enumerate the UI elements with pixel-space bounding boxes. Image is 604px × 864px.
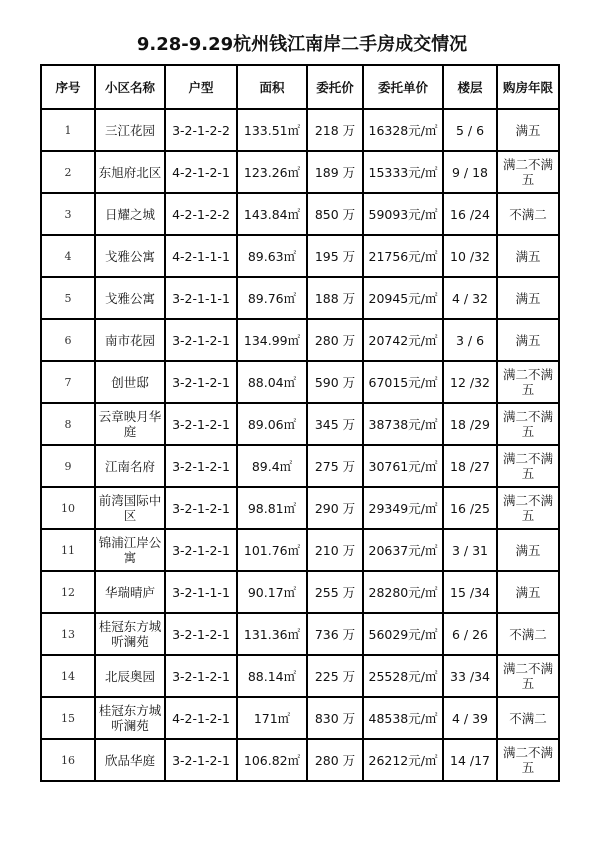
cell-ownership-years: 不满二 xyxy=(497,697,559,739)
cell-asking-price: 590 万 xyxy=(307,361,363,403)
cell-ownership-years: 满二不满五 xyxy=(497,487,559,529)
cell-area: 88.04㎡ xyxy=(237,361,307,403)
cell-community: 华瑞晴庐 xyxy=(95,571,165,613)
cell-layout: 3-2-1-2-1 xyxy=(165,319,237,361)
cell-community: 戈雅公寓 xyxy=(95,235,165,277)
table-row xyxy=(41,445,559,487)
cell-area: 89.63㎡ xyxy=(237,235,307,277)
cell-ownership-years: 满二不满五 xyxy=(497,445,559,487)
cell-area: 143.84㎡ xyxy=(237,193,307,235)
cell-unit-price: 20945元/㎡ xyxy=(363,277,443,319)
column-header-area: 面积 xyxy=(237,65,307,109)
cell-community: 戈雅公寓 xyxy=(95,277,165,319)
cell-asking-price: 255 万 xyxy=(307,571,363,613)
cell-asking-price: 225 万 xyxy=(307,655,363,697)
cell-index: 8 xyxy=(41,403,95,445)
cell-floor: 4 / 39 xyxy=(443,697,497,739)
cell-community: 云章映月华庭 xyxy=(95,403,165,445)
cell-layout: 3-2-1-2-1 xyxy=(165,445,237,487)
cell-ownership-years: 满二不满五 xyxy=(497,403,559,445)
table-row xyxy=(41,193,559,235)
cell-unit-price: 38738元/㎡ xyxy=(363,403,443,445)
column-header-unit-price: 委托单价 xyxy=(363,65,443,109)
cell-community: 锦浦江岸公寓 xyxy=(95,529,165,571)
cell-layout: 3-2-1-2-1 xyxy=(165,361,237,403)
cell-index: 12 xyxy=(41,571,95,613)
cell-ownership-years: 满二不满五 xyxy=(497,151,559,193)
table-row xyxy=(41,655,559,697)
cell-layout: 4-2-1-2-2 xyxy=(165,193,237,235)
cell-area: 89.4㎡ xyxy=(237,445,307,487)
cell-area: 133.51㎡ xyxy=(237,109,307,151)
cell-ownership-years: 满五 xyxy=(497,235,559,277)
cell-layout: 3-2-1-2-1 xyxy=(165,529,237,571)
cell-ownership-years: 不满二 xyxy=(497,193,559,235)
cell-unit-price: 21756元/㎡ xyxy=(363,235,443,277)
cell-floor: 5 / 6 xyxy=(443,109,497,151)
cell-asking-price: 218 万 xyxy=(307,109,363,151)
cell-layout: 4-2-1-2-1 xyxy=(165,697,237,739)
cell-unit-price: 29349元/㎡ xyxy=(363,487,443,529)
cell-unit-price: 30761元/㎡ xyxy=(363,445,443,487)
column-header-floor: 楼层 xyxy=(443,65,497,109)
cell-asking-price: 188 万 xyxy=(307,277,363,319)
cell-index: 16 xyxy=(41,739,95,781)
cell-index: 15 xyxy=(41,697,95,739)
cell-community: 东旭府北区 xyxy=(95,151,165,193)
cell-index: 11 xyxy=(41,529,95,571)
cell-layout: 3-2-1-2-1 xyxy=(165,739,237,781)
table-row xyxy=(41,235,559,277)
cell-asking-price: 736 万 xyxy=(307,613,363,655)
cell-floor: 18 /27 xyxy=(443,445,497,487)
cell-area: 89.76㎡ xyxy=(237,277,307,319)
cell-ownership-years: 满五 xyxy=(497,571,559,613)
column-header-community: 小区名称 xyxy=(95,65,165,109)
cell-floor: 3 / 31 xyxy=(443,529,497,571)
table-row xyxy=(41,319,559,361)
cell-floor: 3 / 6 xyxy=(443,319,497,361)
cell-layout: 3-2-1-2-1 xyxy=(165,655,237,697)
table-row xyxy=(41,739,559,781)
cell-floor: 6 / 26 xyxy=(443,613,497,655)
cell-index: 1 xyxy=(41,109,95,151)
cell-ownership-years: 满二不满五 xyxy=(497,739,559,781)
table-row xyxy=(41,571,559,613)
cell-floor: 16 /25 xyxy=(443,487,497,529)
table-row xyxy=(41,403,559,445)
cell-ownership-years: 满五 xyxy=(497,277,559,319)
cell-asking-price: 210 万 xyxy=(307,529,363,571)
cell-asking-price: 830 万 xyxy=(307,697,363,739)
column-header-asking-price: 委托价 xyxy=(307,65,363,109)
cell-unit-price: 15333元/㎡ xyxy=(363,151,443,193)
cell-asking-price: 280 万 xyxy=(307,319,363,361)
cell-community: 前湾国际中区 xyxy=(95,487,165,529)
cell-floor: 15 /34 xyxy=(443,571,497,613)
cell-asking-price: 290 万 xyxy=(307,487,363,529)
cell-ownership-years: 满二不满五 xyxy=(497,655,559,697)
cell-index: 7 xyxy=(41,361,95,403)
cell-index: 2 xyxy=(41,151,95,193)
cell-index: 3 xyxy=(41,193,95,235)
cell-index: 14 xyxy=(41,655,95,697)
cell-ownership-years: 满五 xyxy=(497,109,559,151)
cell-floor: 18 /29 xyxy=(443,403,497,445)
cell-index: 6 xyxy=(41,319,95,361)
cell-layout: 3-2-1-2-1 xyxy=(165,487,237,529)
cell-layout: 3-2-1-2-2 xyxy=(165,109,237,151)
column-header-ownership-years: 购房年限 xyxy=(497,65,559,109)
cell-community: 南市花园 xyxy=(95,319,165,361)
table-row xyxy=(41,529,559,571)
cell-ownership-years: 满二不满五 xyxy=(497,361,559,403)
table-row xyxy=(41,361,559,403)
cell-unit-price: 16328元/㎡ xyxy=(363,109,443,151)
column-header-layout: 户型 xyxy=(165,65,237,109)
cell-asking-price: 345 万 xyxy=(307,403,363,445)
cell-area: 89.06㎡ xyxy=(237,403,307,445)
cell-community: 创世邸 xyxy=(95,361,165,403)
cell-unit-price: 48538元/㎡ xyxy=(363,697,443,739)
cell-community: 江南名府 xyxy=(95,445,165,487)
cell-floor: 12 /32 xyxy=(443,361,497,403)
cell-unit-price: 20637元/㎡ xyxy=(363,529,443,571)
table-row xyxy=(41,109,559,151)
cell-asking-price: 280 万 xyxy=(307,739,363,781)
page-title: 9.28-9.29杭州钱江南岸二手房成交情况 xyxy=(136,34,468,55)
cell-unit-price: 20742元/㎡ xyxy=(363,319,443,361)
cell-floor: 10 /32 xyxy=(443,235,497,277)
table-row xyxy=(41,613,559,655)
cell-area: 98.81㎡ xyxy=(237,487,307,529)
cell-floor: 9 / 18 xyxy=(443,151,497,193)
cell-unit-price: 59093元/㎡ xyxy=(363,193,443,235)
cell-ownership-years: 不满二 xyxy=(497,613,559,655)
cell-layout: 3-2-1-1-1 xyxy=(165,571,237,613)
cell-unit-price: 25528元/㎡ xyxy=(363,655,443,697)
transactions-table xyxy=(40,64,560,782)
cell-floor: 14 /17 xyxy=(443,739,497,781)
cell-area: 171㎡ xyxy=(237,697,307,739)
cell-layout: 3-2-1-2-1 xyxy=(165,613,237,655)
cell-asking-price: 850 万 xyxy=(307,193,363,235)
cell-index: 13 xyxy=(41,613,95,655)
cell-index: 5 xyxy=(41,277,95,319)
cell-unit-price: 67015元/㎡ xyxy=(363,361,443,403)
table-row xyxy=(41,277,559,319)
cell-community: 三江花园 xyxy=(95,109,165,151)
table-row xyxy=(41,151,559,193)
cell-community: 日耀之城 xyxy=(95,193,165,235)
table-header-row xyxy=(41,65,559,109)
cell-community: 桂冠东方城听澜苑 xyxy=(95,613,165,655)
cell-ownership-years: 满五 xyxy=(497,319,559,361)
cell-asking-price: 195 万 xyxy=(307,235,363,277)
cell-area: 90.17㎡ xyxy=(237,571,307,613)
cell-index: 10 xyxy=(41,487,95,529)
cell-area: 101.76㎡ xyxy=(237,529,307,571)
table-row xyxy=(41,487,559,529)
cell-area: 131.36㎡ xyxy=(237,613,307,655)
cell-area: 134.99㎡ xyxy=(237,319,307,361)
cell-unit-price: 56029元/㎡ xyxy=(363,613,443,655)
cell-area: 123.26㎡ xyxy=(237,151,307,193)
cell-ownership-years: 满五 xyxy=(497,529,559,571)
cell-floor: 33 /34 xyxy=(443,655,497,697)
cell-community: 桂冠东方城听澜苑 xyxy=(95,697,165,739)
cell-asking-price: 275 万 xyxy=(307,445,363,487)
cell-community: 北辰奥园 xyxy=(95,655,165,697)
cell-area: 88.14㎡ xyxy=(237,655,307,697)
cell-floor: 16 /24 xyxy=(443,193,497,235)
cell-layout: 4-2-1-2-1 xyxy=(165,151,237,193)
cell-layout: 3-2-1-1-1 xyxy=(165,277,237,319)
cell-area: 106.82㎡ xyxy=(237,739,307,781)
cell-unit-price: 28280元/㎡ xyxy=(363,571,443,613)
cell-layout: 3-2-1-2-1 xyxy=(165,403,237,445)
table-row xyxy=(41,697,559,739)
cell-floor: 4 / 32 xyxy=(443,277,497,319)
cell-index: 9 xyxy=(41,445,95,487)
cell-unit-price: 26212元/㎡ xyxy=(363,739,443,781)
cell-asking-price: 189 万 xyxy=(307,151,363,193)
cell-community: 欣品华庭 xyxy=(95,739,165,781)
cell-layout: 4-2-1-1-1 xyxy=(165,235,237,277)
column-header-index: 序号 xyxy=(41,65,95,109)
cell-index: 4 xyxy=(41,235,95,277)
